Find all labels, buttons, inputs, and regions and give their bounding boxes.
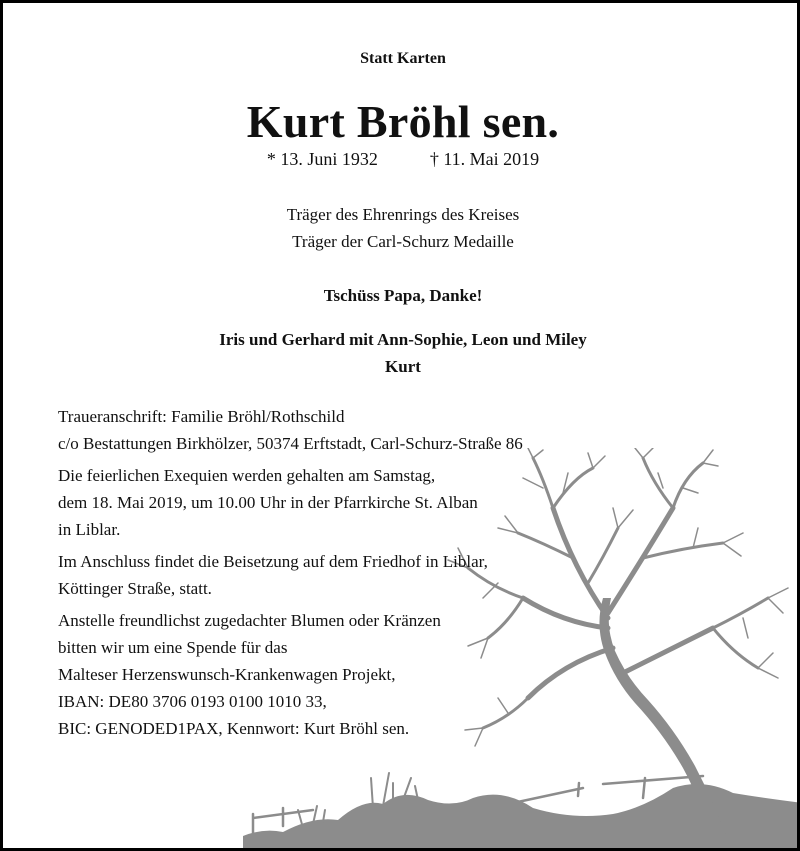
text-line: c/o Bestattungen Birkhölzer, 50374 Erftstadt, Carl-Schurz-Straße 86 <box>58 434 523 453</box>
text-line: Die feierlichen Exequien werden gehalten am Samstag, <box>58 466 436 485</box>
honor-line: Träger des Ehrenrings des Kreises <box>286 205 520 224</box>
exequies-paragraph <box>58 462 618 543</box>
text-line: Traueranschrift: Familie Bröhl/Rothschild <box>58 407 345 426</box>
address-paragraph <box>58 403 618 457</box>
death-date: † 11. Mai 2019 <box>429 149 540 169</box>
header-text: Statt Karten <box>360 50 446 67</box>
family-line: Kurt <box>385 357 421 376</box>
text-line: Im Anschluss findet die Beisetzung auf dem Friedhof in Liblar, <box>58 552 488 571</box>
honor-line: Träger der Carl-Schurz Medaille <box>292 232 514 251</box>
life-dates <box>3 149 800 170</box>
farewell-line: Tschüss Papa, Danke! <box>323 286 483 305</box>
text-line: BIC: GENODED1PAX, Kennwort: Kurt Bröhl sen. <box>58 719 410 738</box>
details-text <box>58 403 618 747</box>
birth-date: * 13. Juni 1932 <box>266 149 378 169</box>
text-line: Anstelle freundlichst zugedachter Blumen oder Kränzen <box>58 611 441 630</box>
text-line: in Liblar. <box>58 520 121 539</box>
text-line: dem 18. Mai 2019, um 10.00 Uhr in der Pfarrkirche St. Alban <box>58 493 478 512</box>
text-line: Malteser Herzenswunsch-Krankenwagen Projekt, <box>58 665 396 684</box>
burial-paragraph <box>58 548 618 602</box>
text-line: Köttinger Straße, statt. <box>58 579 212 598</box>
honors-block <box>3 201 800 255</box>
deceased-name: Kurt Bröhl sen. <box>246 96 560 147</box>
text-line: bitten wir um eine Spende für das <box>58 638 288 657</box>
family-line: Iris und Gerhard mit Ann-Sophie, Leon und Miley <box>219 330 587 349</box>
donation-paragraph <box>58 607 618 742</box>
text-line: IBAN: DE80 3706 0193 0100 1010 33, <box>58 692 327 711</box>
family-block <box>3 326 800 380</box>
